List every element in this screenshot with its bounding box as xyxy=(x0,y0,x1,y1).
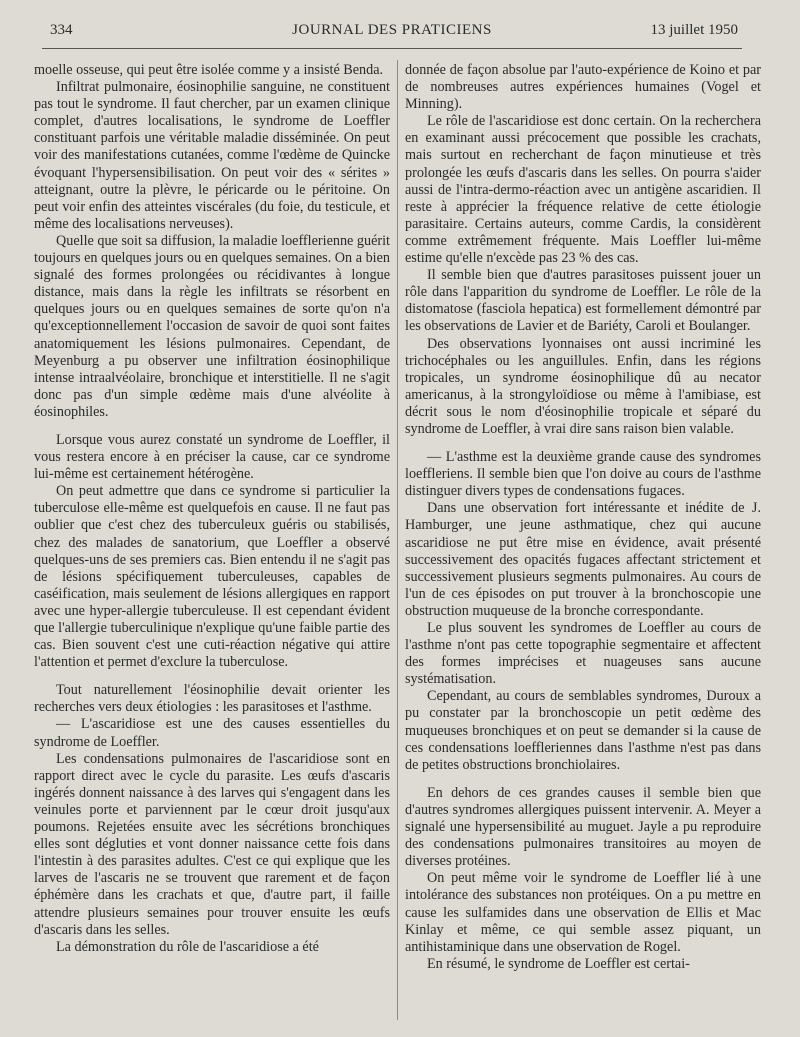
paragraph: Il semble bien que d'autres parasitoses puissent jouer un rôle dans l'apparition du syndrome de Loeffler. Le rôle de la distomatose (fasciola hepatica) est formellement démontré par les observations de Lavier et de Bariéty, Caroli et Boulanger. xyxy=(405,267,761,335)
issue-date: 13 juillet 1950 xyxy=(650,22,738,38)
paragraph: Tout naturellement l'éosinophilie devait orienter les recherches vers deux étiologies : les parasitoses et l'asthme. xyxy=(34,682,390,716)
paragraph: On peut même voir le syndrome de Loeffler lié à une intolérance des substances non protéiques. On a pu mettre en cause les sulfamides dans une observation de Ellis et Mac Kinlay et même, ce qui semble assez piquant, un antihistaminique dans une observation de Rogel. xyxy=(405,870,761,955)
paragraph: En résumé, le syndrome de Loeffler est certai- xyxy=(427,955,690,972)
column-divider xyxy=(397,60,398,1020)
page-number: 334 xyxy=(50,22,73,38)
journal-title: JOURNAL DES PRATICIENS xyxy=(292,22,492,38)
paragraph: Les condensations pulmonaires de l'ascaridiose sont en rapport direct avec le cycle du parasite. Les œufs d'ascaris ingérés donnent naissance à des larves qui s'engagent dans les veinules porte et parviennent par le cœur droit jusqu'aux poumons. Rejetées ensuite avec les sécrétions bronchiques elles sont dégluties et vont donner naissance cette fois dans l'intestin à des parasites adultes. C'est ce qui explique que les larves de l'ascaris ne se trouvent que rarement et de façon éphémère dans les crachats et que, d'autre part, il faille attendre plusieurs semaines pour trouver ensuite les œufs d'ascaris dans les selles. xyxy=(34,750,390,938)
paragraph: moelle osseuse, qui peut être isolée comme y a insisté Benda. xyxy=(34,62,384,78)
paragraph: Le rôle de l'ascaridiose est donc certain. On la recherchera en examinant aussi précocement que possible les crachats, mais surtout en recherchant de façon minutieuse et très prolongée les œufs d'ascaris dans les selles. On pourra s'aider aussi de l'intra-dermo-réaction avec un antigène ascaridien. Il reste à apprécier la fréquence relative de cette étiologie parasitaire. Certains auteurs, comme Cardis, la considèrent comme extrêmement fréquente. Mais Loeffler lui-même estime qu'elle n'excède pas 23 % des cas. xyxy=(405,113,761,267)
paragraph: Infiltrat pulmonaire, éosinophilie sanguine, ne constituent pas tout le syndrome. Il faut chercher, par un examen clinique complet, d'autres localisations, le syndrome de Loeffler constituant parfois une véritable maladie disséminée. On peut voir des manifestations cutanées, comme l'œdème de Quincke évoquant l'hypersensibilisation. On peut voir des « sérites » atteignant, outre la plèvre, le péricarde ou le péritoine. On peut voir enfin des atteintes viscérales (du foie, du testicule, et même des localisations nerveuses). xyxy=(34,79,390,232)
running-header xyxy=(42,22,742,49)
paragraph: La démonstration du rôle de l'ascaridiose a été xyxy=(56,938,319,955)
paragraph: Le plus souvent les syndromes de Loeffler au cours de l'asthme n'ont pas cette topographie segmentaire et affectent des formes imprécises et nuageuses sans aucune systématisation. xyxy=(405,620,761,688)
right-text-column xyxy=(405,62,761,973)
left-text-column xyxy=(34,62,390,956)
paragraph: donnée de façon absolue par l'auto-expérience de Koino et par de nombreuses autres expériences humaines (Vogel et Minning). xyxy=(405,62,761,113)
paragraph: On peut admettre que dans ce syndrome si particulier la tuberculose elle-même est quelquefois en cause. Il ne faut pas oublier que c'est chez des tuberculeux guéris ou stabilisés, chez des malades de sanatorium, que Loeffler a observé quelques-uns de ses premiers cas. Bien entendu il ne s'agit pas de lésions spécifiquement tuberculeuses, capables de caséification, mais seulement de lésions allergiques en rapport avec une hyper-allergie tuberculeuse. Il est cependant évident que l'allergie tuberculinique n'explique qu'une faible partie des cas. Bien souvent c'est une cuti-réaction négative qui attire l'attention et permet d'exclure la tuberculose. xyxy=(34,483,390,671)
paragraph: — L'ascaridiose est une des causes essentielles du syndrome de Loeffler. xyxy=(34,716,390,750)
paragraph: — L'asthme est la deuxième grande cause des syndromes loeffleriens. Il semble bien que l'on doive au cours de l'asthme distinguer divers types de condensations fugaces. xyxy=(405,449,761,500)
paragraph: Lorsque vous aurez constaté un syndrome de Loeffler, il vous restera encore à en préciser la cause, car ce syndrome lui-même est certainement hétérogène. xyxy=(34,431,390,483)
paragraph: Dans une observation fort intéressante et inédite de J. Hamburger, une jeune asthmatique, chez qui aucune ascaridiose ne put être mise en évidence, avait présenté successivement des opacités fugaces affectant strictement et successivement plusieurs segments pulmonaires. Au cours de l'un de ces épisodes on put trouver à la bronchoscopie une obstruction muqueuse de la bronche correspondante. xyxy=(405,500,761,619)
paragraph: Cependant, au cours de semblables syndromes, Duroux a pu constater par la bronchoscopie un petit œdème des muqueuses bronchiques et on peut se demander si la cause de ces condensations loeffleriennes dans l'asthme n'est pas dans de petites obstructions bronchiolaires. xyxy=(405,688,761,773)
paragraph: En dehors de ces grandes causes il semble bien que d'autres syndromes allergiques puissent intervenir. A. Meyer a signalé une hypersensibilité au muguet. Jayle a pu reproduire des condensations pulmonaires transitoires au moyen de diverses protéines. xyxy=(405,784,761,870)
paragraph: Des observations lyonnaises ont aussi incriminé les trichocéphales ou les anguillules. Enfin, dans les régions tropicales, un syndrome éosinophilique dû au necator americanus, à la strongyloïdiose ou même à l'amibiase, est décrit sous le nom d'éosinophilie tropicale et séparé du syndrome de Loeffler, à vrai dire sans raison bien valable. xyxy=(405,335,761,437)
paragraph: Quelle que soit sa diffusion, la maladie loefflerienne guérit toujours en quelques jours ou en quelques semaines. On a bien signalé des formes prolongées ou récidivantes à longue distance, mais dans la règle les infiltrats se résorbent en quelques jours ou en quelques semaines de sorte qu'on n'a qu'exceptionnellement l'occasion de savoir de quoi sont faites anatomiquement les lésions pulmonaires. Cependant, de Meyenburg a pu observer une infiltration éosinophilique intense intraalvéolaire, bronchique et interstitielle. Il ne s'agit donc pas d'un simple œdème mais d'une alvéolite à éosinophiles. xyxy=(34,232,390,420)
